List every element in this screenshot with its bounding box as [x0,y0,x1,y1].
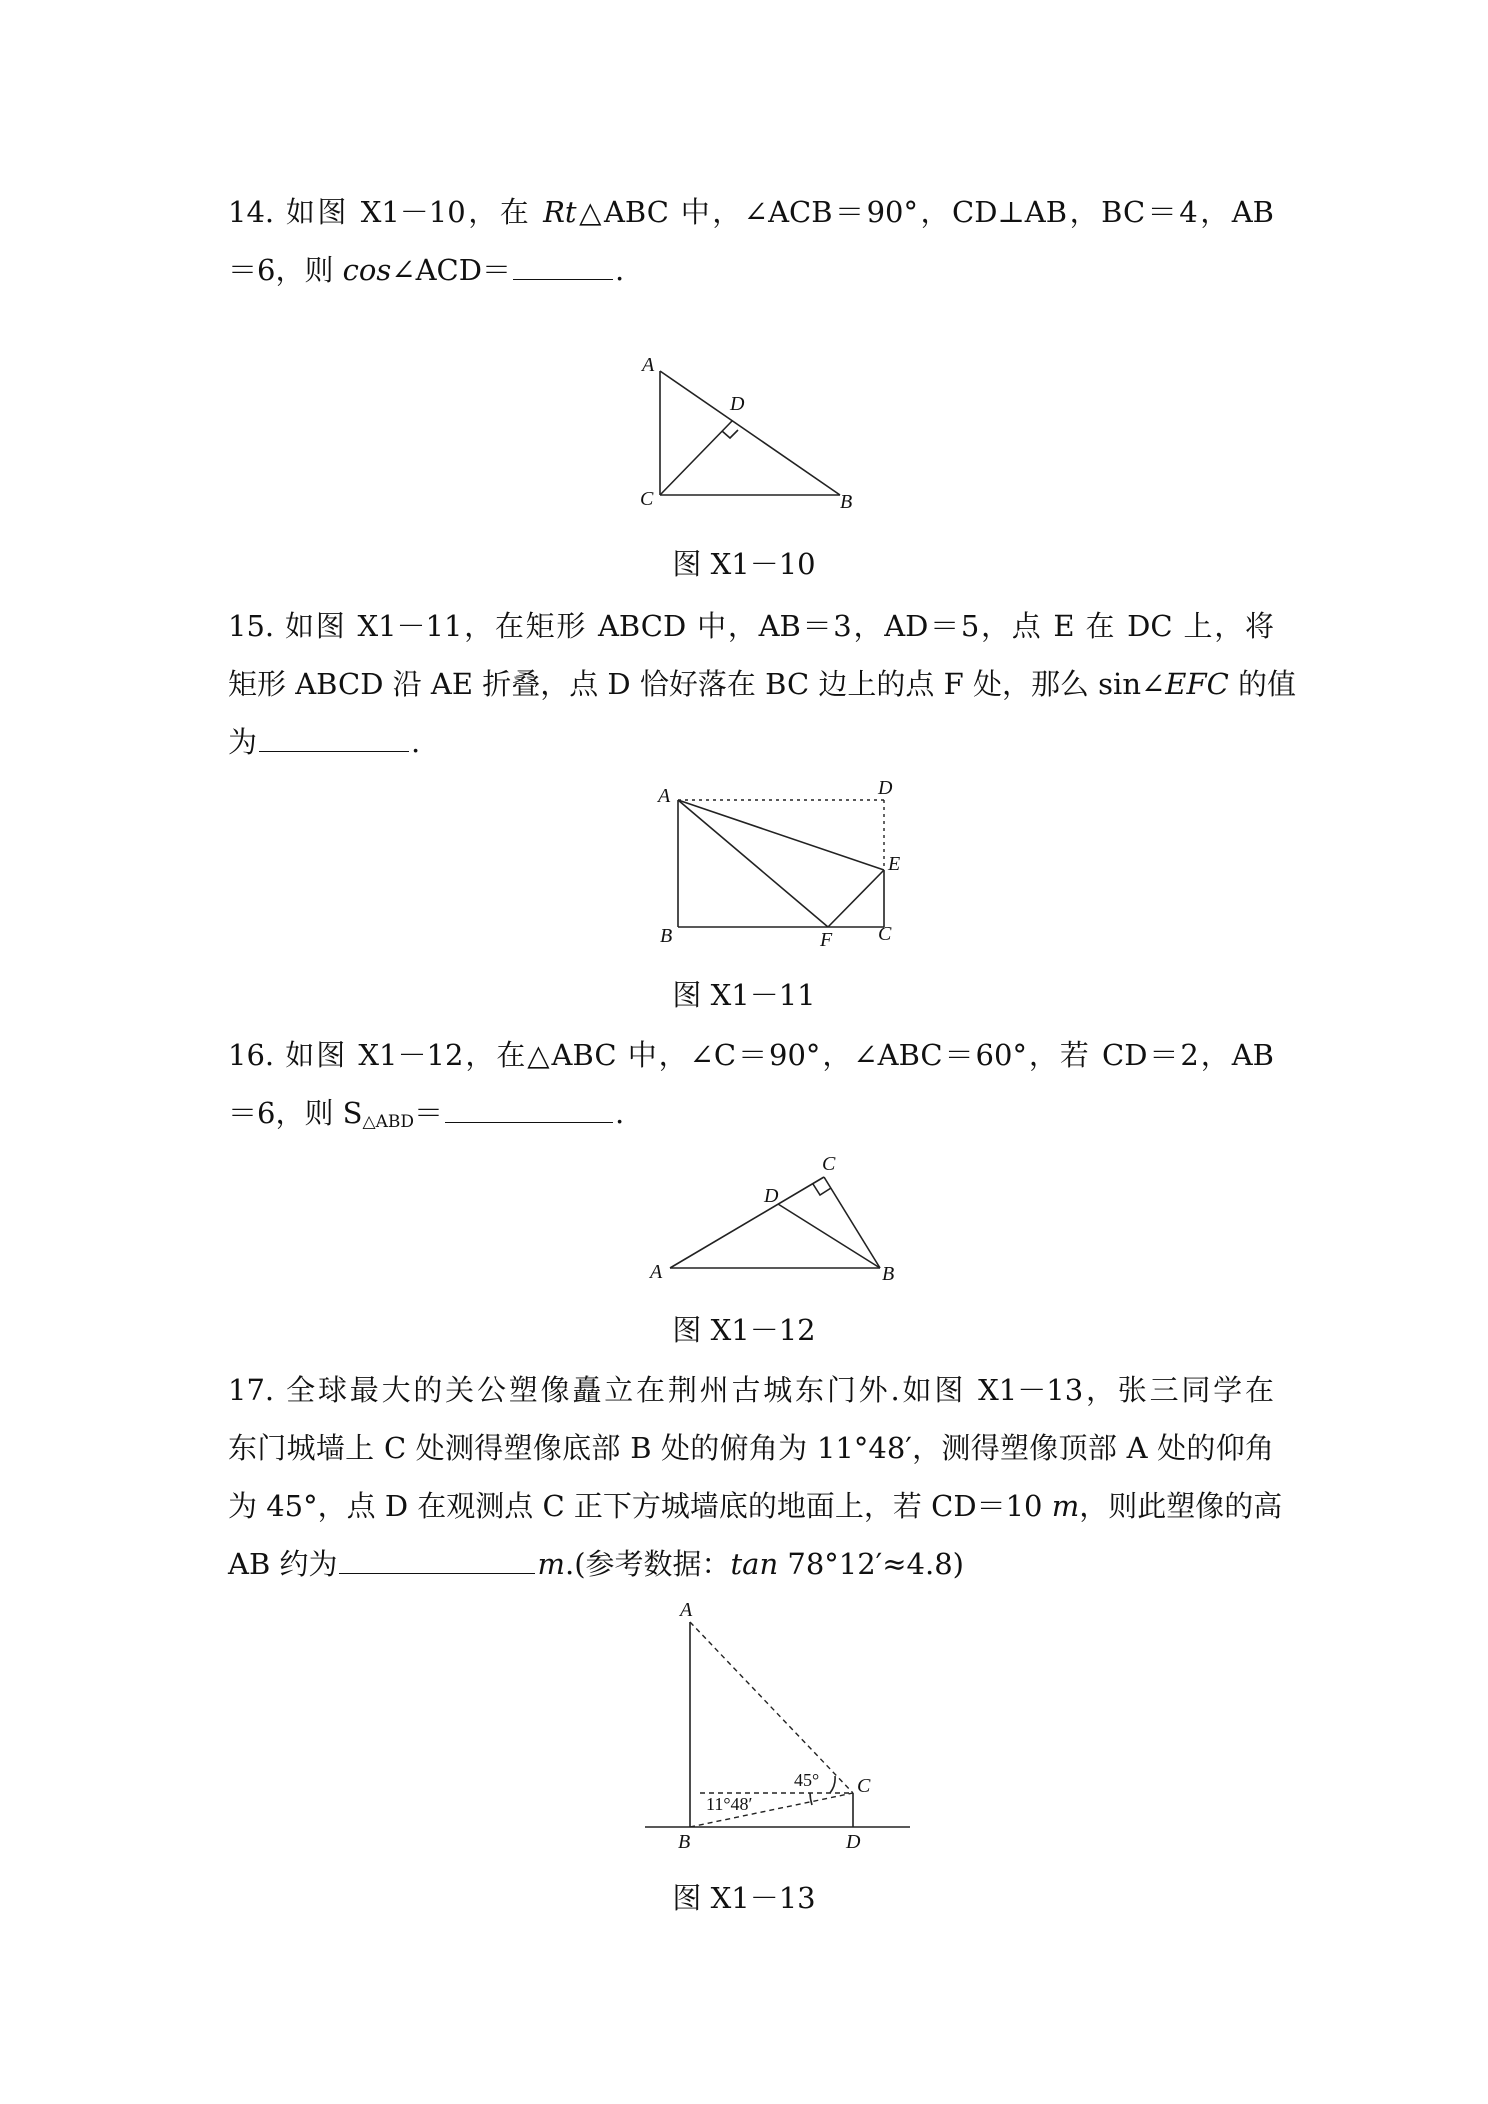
problem-17-line-1: 17. 全球最大的关公塑像矗立在荆州古城东门外.如图 X1－13，张三同学在 [228,1373,1274,1407]
label-f: F [820,929,833,951]
problem-14-line-2: ＝6，则 cos∠ACD＝ . [228,253,625,287]
label-b: B [660,925,673,947]
problem-17-line-3: 为 45°，点 D 在观测点 C 正下方城墙底的地面上，若 CD＝10 m，则此塑像的高 [228,1489,1283,1523]
problem-16-line-2: ＝6，则 $S_{\triangle ABD}=$ . [228,1096,625,1132]
caption-x1-12: 图 X1－12 [672,1313,816,1347]
label-d: D [846,1831,861,1853]
segment-ab [660,371,840,495]
label-c: C [878,923,892,945]
label-c: C [822,1153,836,1175]
label-c: C [640,488,654,510]
angle-label-1148: 11°48′ [706,1794,753,1814]
label-a: A [650,1261,663,1283]
segment-ac [670,1177,824,1268]
label-d: D [764,1185,779,1207]
segment-db [778,1204,880,1268]
problem-14-line-1: 14. 如图 X1－10，在 Rt△ABC 中，∠ACB＝90°，CD⊥AB，BC＝4，AB [228,195,1274,229]
problem-17-line-2: 东门城墙上 C 处测得塑像底部 B 处的俯角为 11°48′，测得塑像顶部 A 处的仰角 [228,1431,1274,1465]
label-c: C [857,1775,871,1797]
angle-arc-1148 [810,1793,812,1805]
label-b: B [678,1831,691,1853]
answer-blank-15[interactable] [259,723,409,752]
label-a: A [658,785,671,807]
answer-blank-17[interactable] [339,1545,535,1574]
label-d: D [730,393,745,415]
caption-x1-10: 图 X1－10 [672,547,816,581]
label-e: E [888,853,901,875]
problem-17-line-4: AB 约为 m.(参考数据：tan 78°12′≈4.8) [228,1547,964,1581]
label-b: B [882,1263,895,1285]
figure-x1-13 [640,1600,920,1860]
problem-15-line-2: 矩形 ABCD 沿 AE 折叠，点 D 恰好落在 BC 边上的点 F 处，那么 sin∠EFC 的值 [228,667,1296,701]
caption-x1-11: 图 X1－11 [672,978,816,1012]
segment-cd [660,421,732,495]
label-d: D [878,777,893,799]
right-angle-mark-d [722,430,738,438]
figure-x1-12 [650,1150,910,1290]
figure-x1-11 [650,777,910,951]
sightline-ca [690,1622,853,1793]
segment-ae [678,800,884,870]
right-angle-mark-c [813,1184,831,1195]
label-b: B [840,491,853,513]
angle-arc-45 [830,1776,835,1793]
segment-fe [828,870,884,927]
caption-x1-13: 图 X1－13 [672,1881,816,1915]
problem-16-line-1: 16. 如图 X1－12，在△ABC 中，∠C＝90°，∠ABC＝60°，若 CD＝2，AB [228,1038,1274,1072]
angle-label-45: 45° [794,1770,820,1790]
answer-blank-16[interactable] [445,1094,613,1123]
label-a: A [642,354,655,376]
problem-15-line-1: 15. 如图 X1－11，在矩形 ABCD 中，AB＝3，AD＝5，点 E 在 DC 上，将 [228,609,1274,643]
segment-cb [824,1177,880,1268]
answer-blank-14[interactable] [513,251,613,280]
label-a: A [680,1599,693,1621]
segment-af [678,800,828,927]
problem-15-line-3: 为 . [228,725,421,759]
figure-x1-10 [630,350,870,520]
